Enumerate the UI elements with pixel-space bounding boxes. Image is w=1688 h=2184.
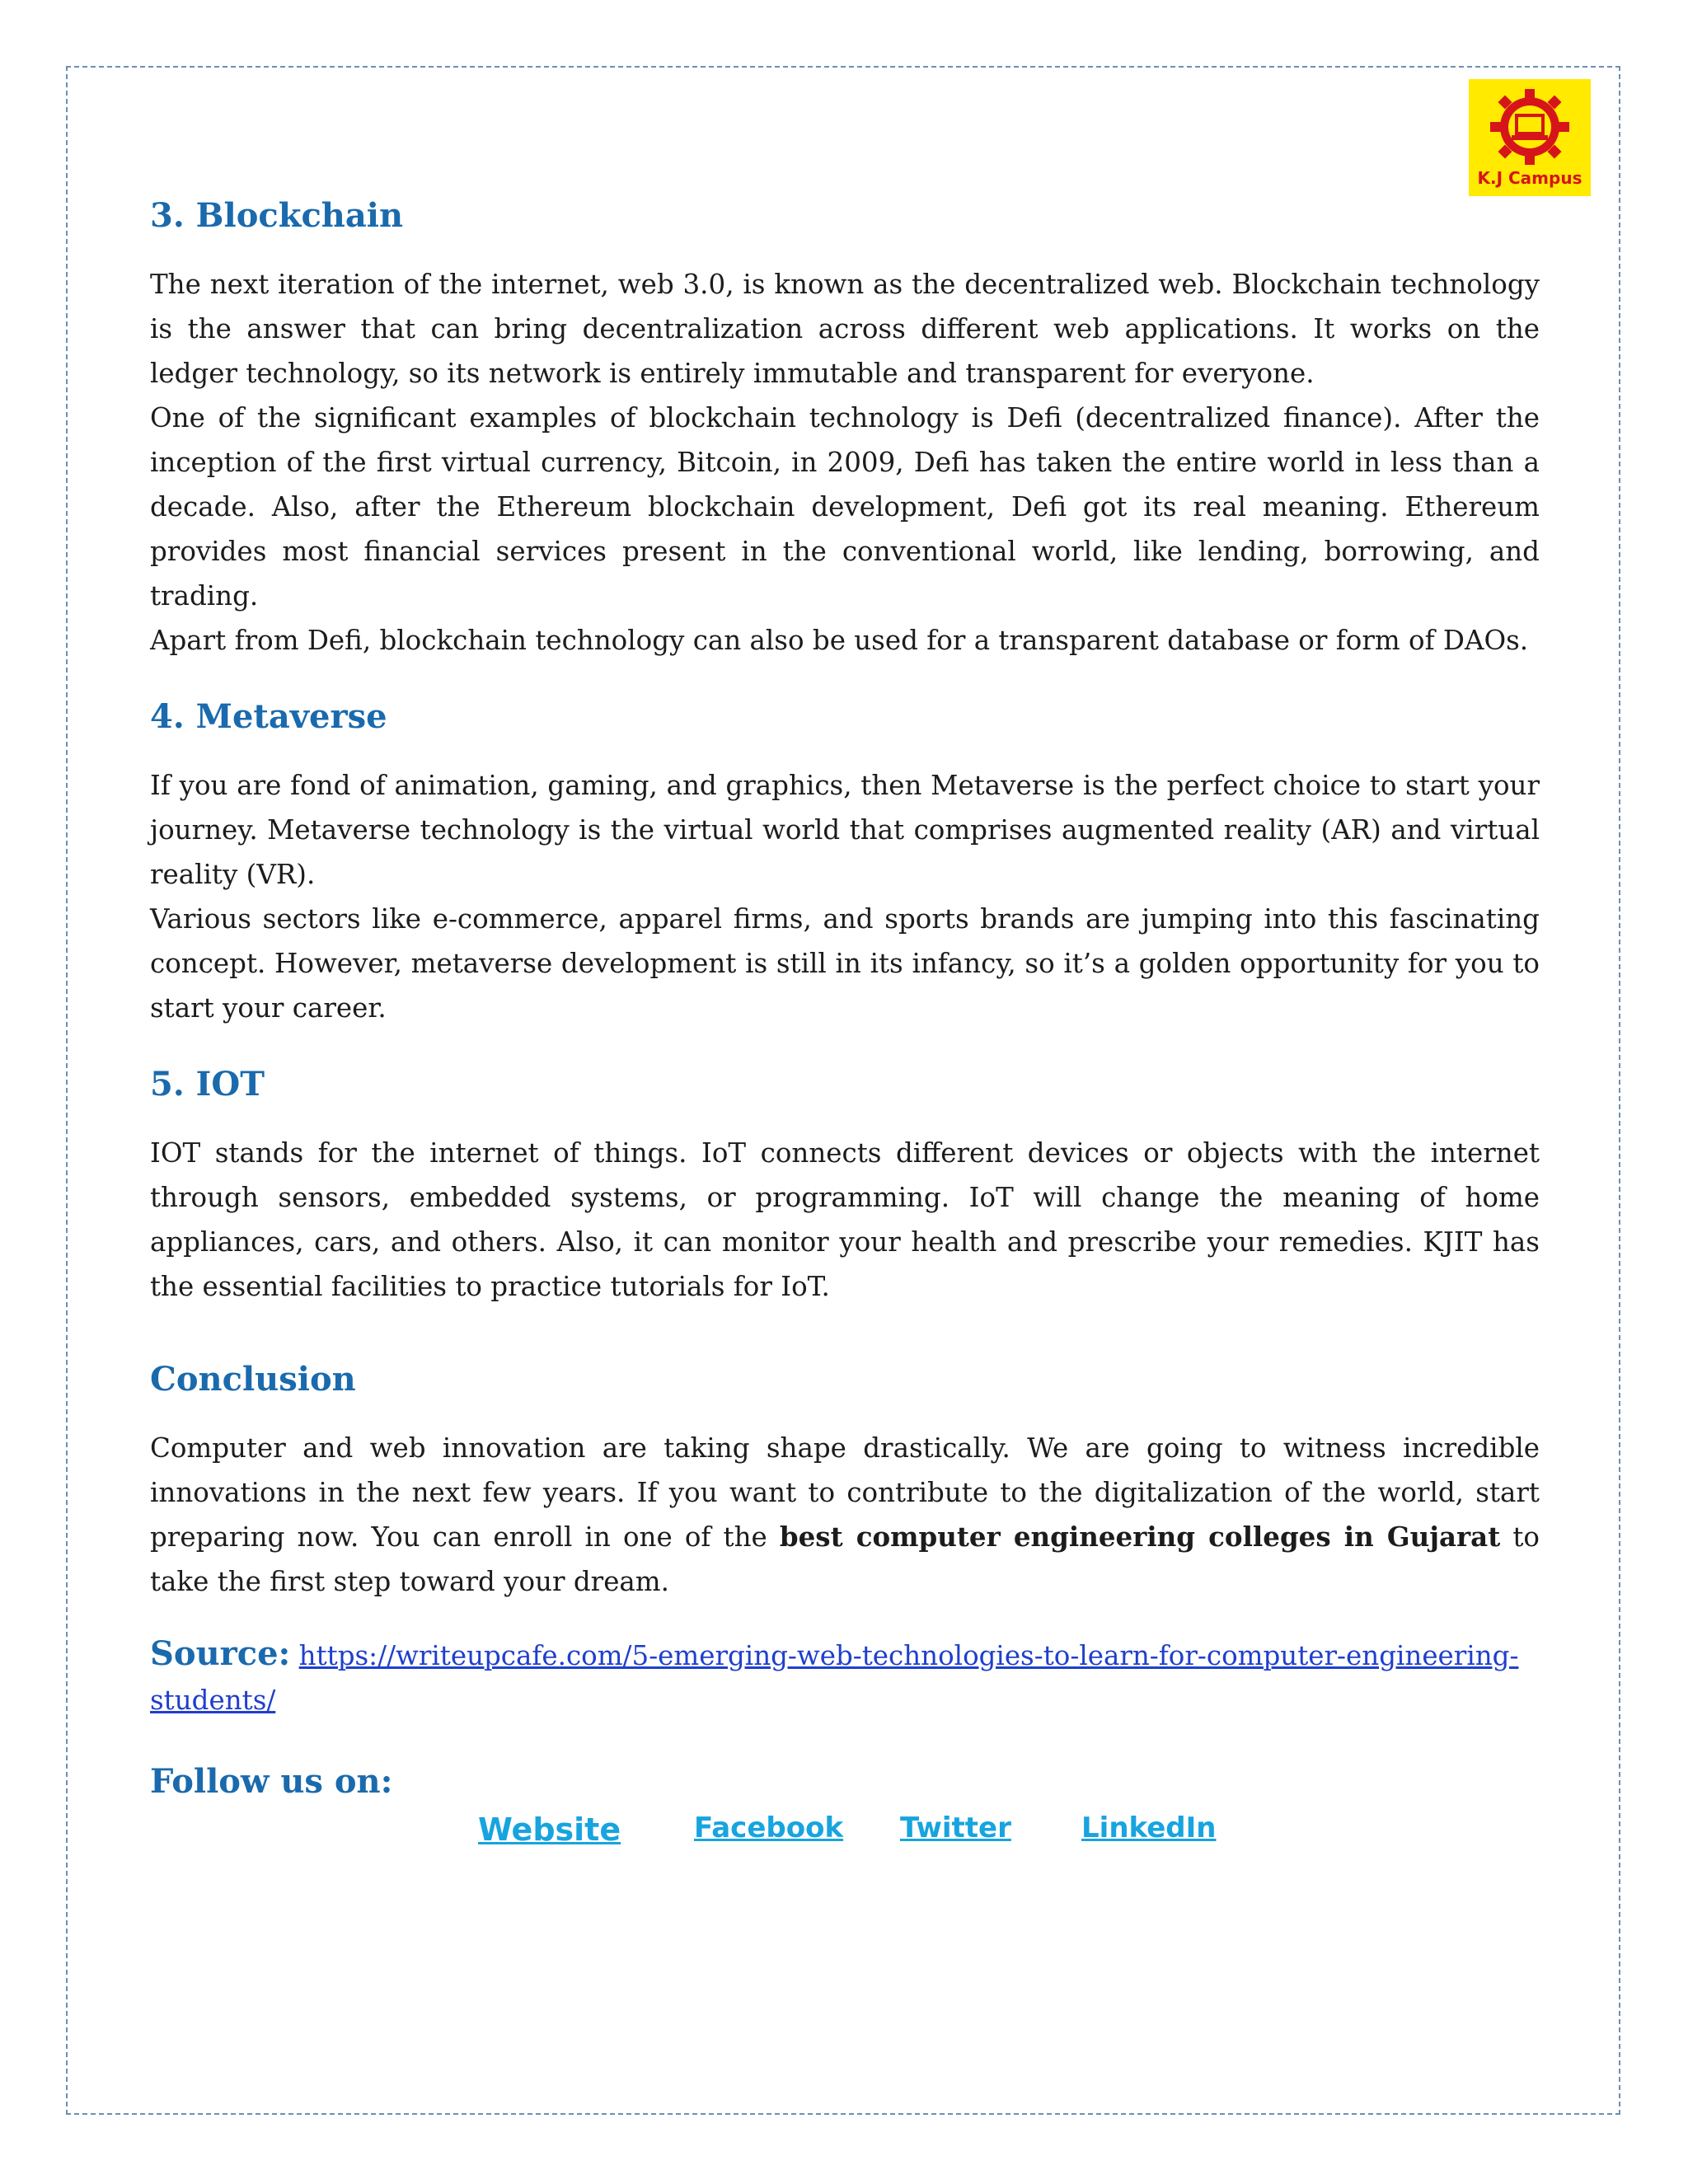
social-links: [150, 1811, 1540, 1861]
conclusion-text: Computer and web innovation are taking shape drastically. We are going to witness incredible innovations in the next few years. If you want to contribute to the digitalization of the world, start preparing now. You can enroll in one of the: [150, 1432, 1540, 1553]
source-line: [150, 1632, 1540, 1722]
conclusion-paragraph: [150, 1426, 1540, 1604]
paragraph: If you are fond of animation, gaming, and graphics, then Metaverse is the perfect choice to start your journey. Metaverse technology is the virtual world that comprises augmented reality (AR) and virtual reality (VR).: [150, 770, 1540, 890]
document-body: [150, 194, 1540, 1861]
section-heading: 4. Metaverse: [150, 697, 387, 736]
twitter-link[interactable]: Twitter: [900, 1811, 1011, 1844]
paragraph: Various sectors like e-commerce, apparel firms, and sports brands are jumping into this fascinating concept. However, metaverse development is still in its infancy, so it’s a golden opportunity for you to start your career.: [150, 903, 1540, 1024]
logo-text: K.J Campus: [1477, 168, 1582, 188]
source-label: Source:: [150, 1634, 291, 1673]
conclusion-text-end: to take the first step toward your dream.: [150, 1521, 1540, 1597]
conclusion-bold-text: best computer engineering colleges in Gujarat: [779, 1521, 1501, 1553]
paragraph: One of the significant examples of blockchain technology is Defi (decentralized finance). After the inception of the first virtual currency, Bitcoin, in 2009, Defi has taken the entire world in less than a decade. Also, after the Ethereum blockchain development, Defi got its real meaning. Ethereum provides most financial services present in the conventional world, like lending, borrowing, and trading.: [150, 402, 1540, 612]
section-blockchain: [150, 194, 1540, 663]
paragraph: IOT stands for the internet of things. IoT connects different devices or objects with the internet through sensors, embedded systems, or programming. IoT will change the meaning of home appliances, cars, and others. Also, it can monitor your health and prescribe your remedies. KJIT has the essential facilities to practice tutorials for IoT.: [150, 1137, 1540, 1302]
section-iot: [150, 1063, 1540, 1309]
section-conclusion: [150, 1358, 1540, 1604]
linkedin-link[interactable]: LinkedIn: [1081, 1811, 1217, 1844]
source-link[interactable]: https://writeupcafe.com/5-emerging-web-technologies-to-learn-for-computer-engineering-students/: [150, 1640, 1519, 1716]
gear-icon: [1487, 87, 1573, 170]
paragraph: Apart from Defi, blockchain technology can also be used for a transparent database or form of DAOs.: [150, 625, 1529, 656]
paragraph: The next iteration of the internet, web 3.0, is known as the decentralized web. Blockchain technology is the answer that can bring decentralization across different web applications. It works on the ledger technology, so its network is entirely immutable and transparent for everyone.: [150, 269, 1540, 389]
follow-heading: Follow us on:: [150, 1762, 393, 1801]
section-heading: 5. IOT: [150, 1065, 265, 1104]
section-heading: Conclusion: [150, 1360, 356, 1399]
section-metaverse: [150, 696, 1540, 1030]
facebook-link[interactable]: Facebook: [694, 1811, 844, 1844]
website-link[interactable]: Website: [478, 1811, 621, 1848]
section-heading: 3. Blockchain: [150, 196, 404, 235]
kj-campus-logo: [1469, 79, 1591, 196]
